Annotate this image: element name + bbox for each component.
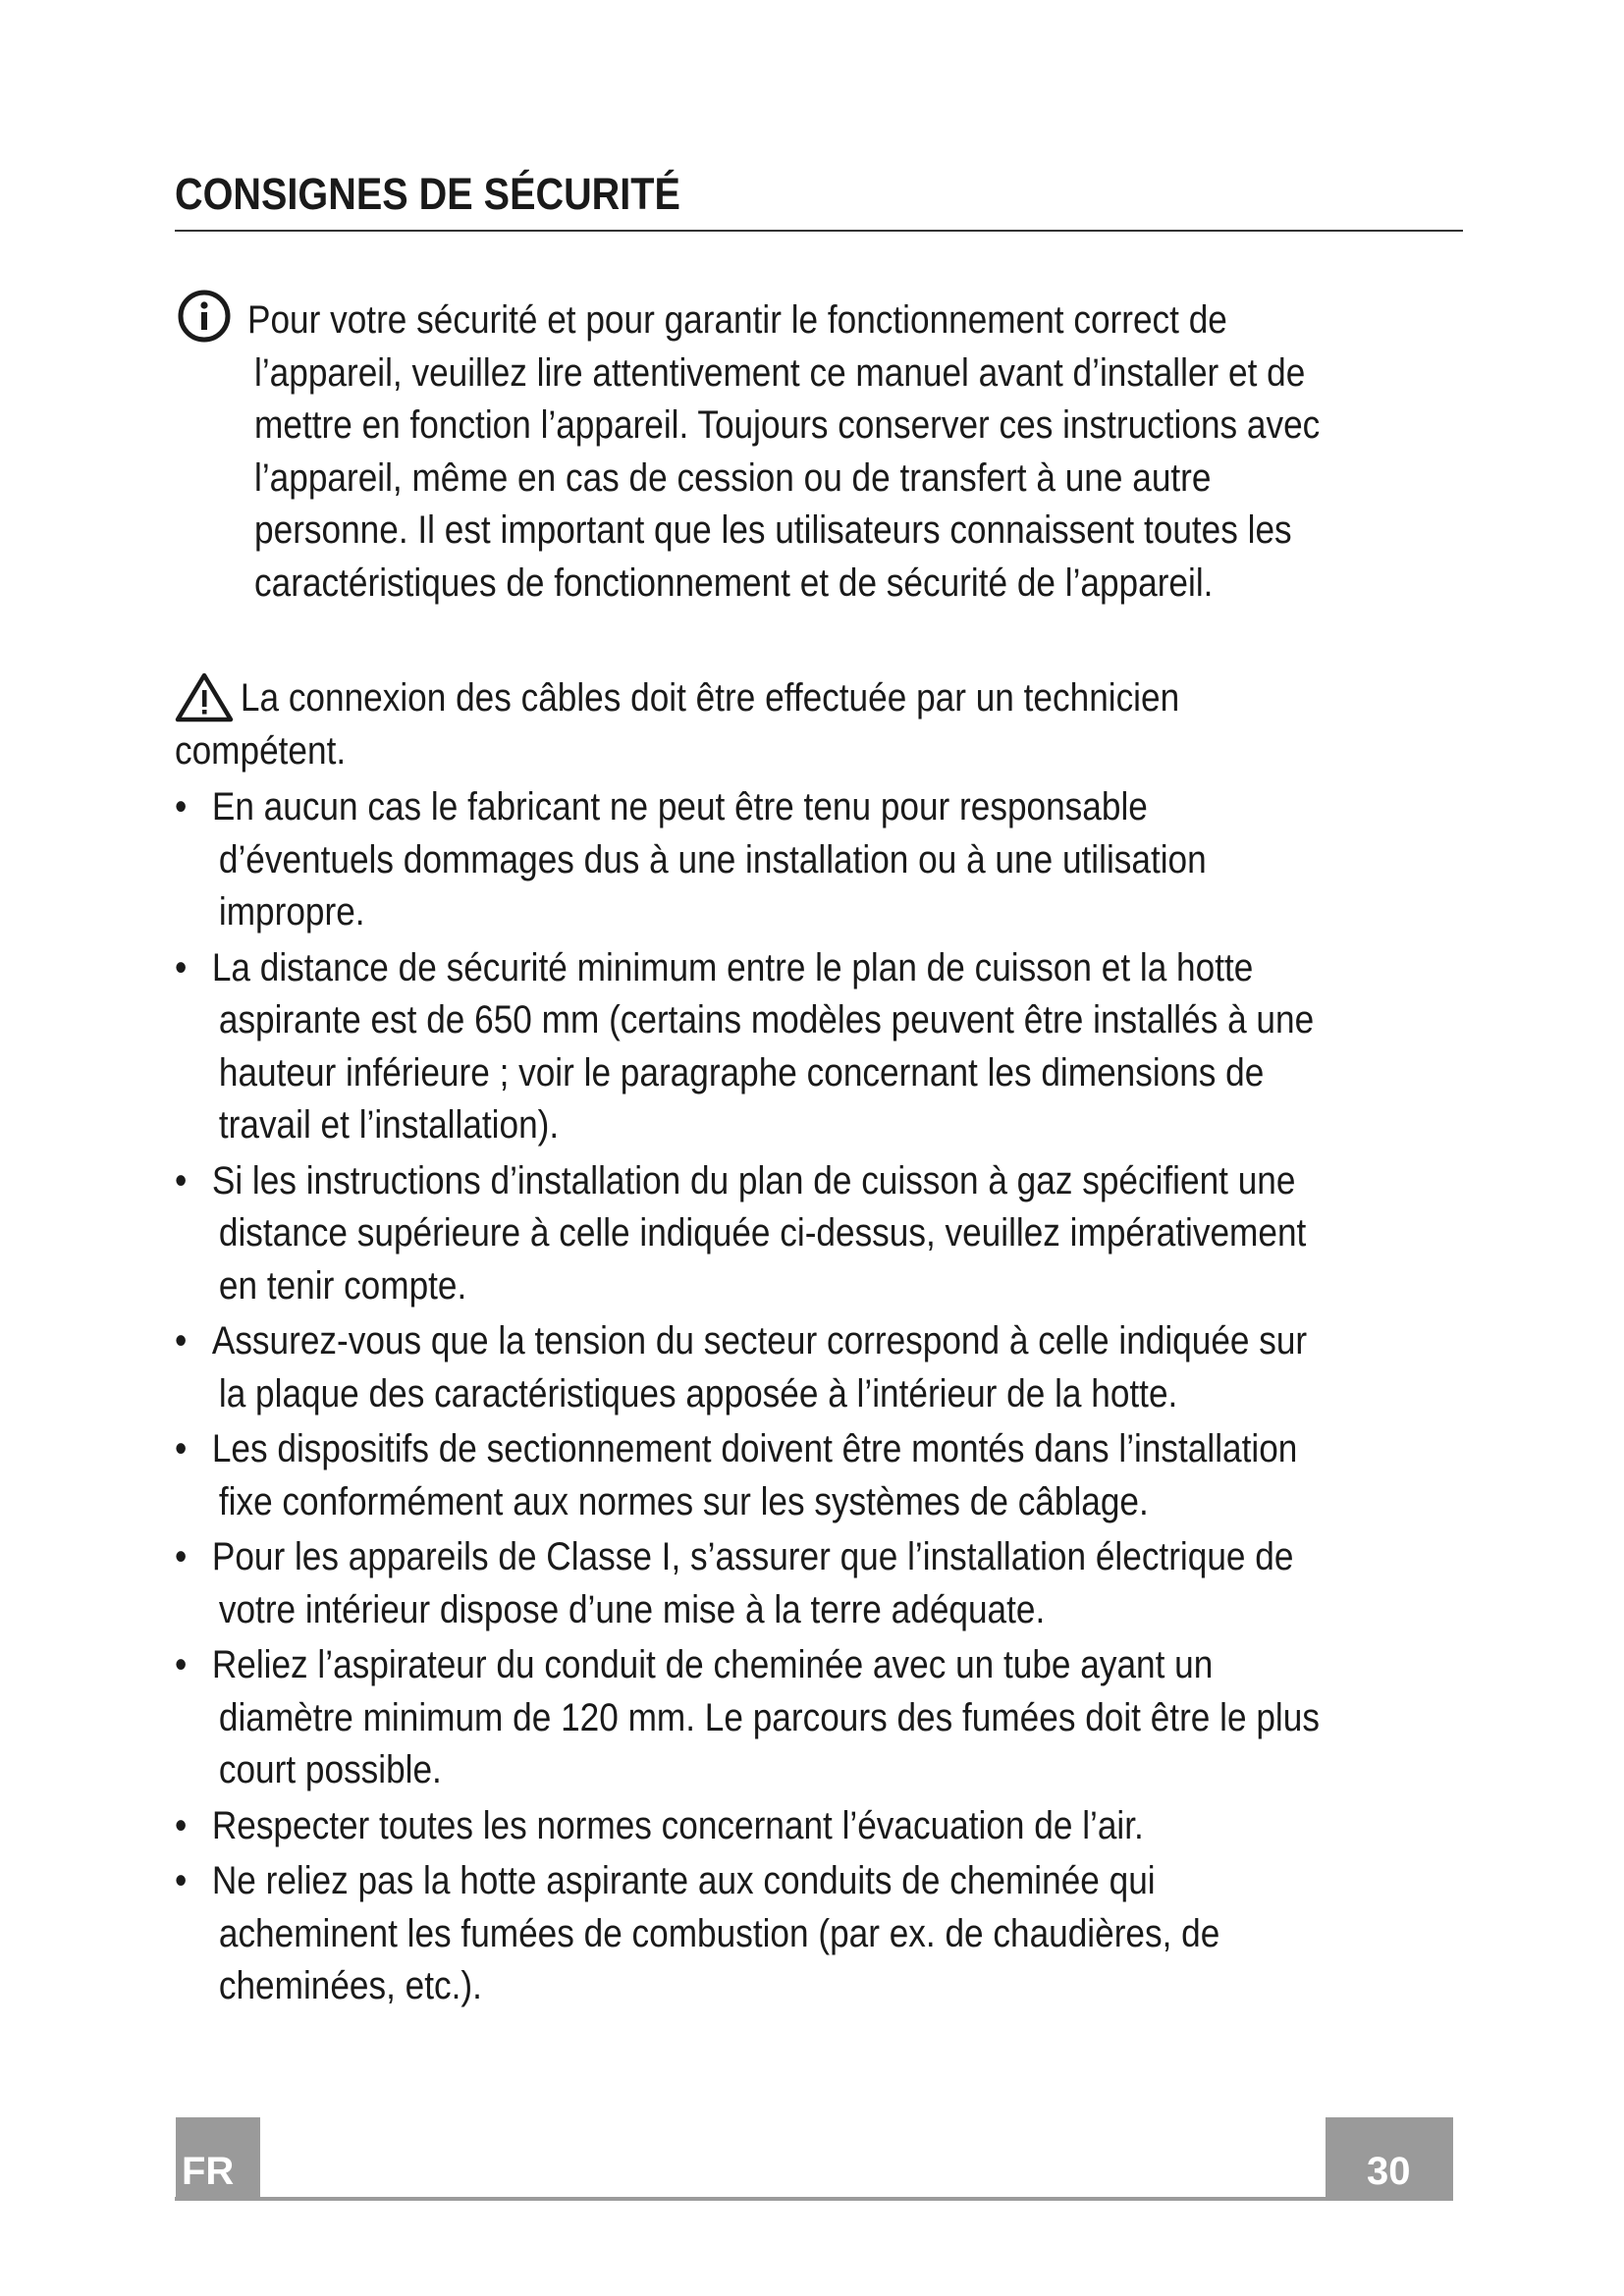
list-item-line: votre intérieur dispose d’une mise à la terre adéquate. — [218, 1587, 1046, 1631]
bullet-icon: • — [175, 1643, 188, 1686]
list-item-line: La distance de sécurité minimum entre le plan de cuisson et la hotte — [211, 945, 1254, 989]
list-item — [175, 1315, 1471, 1420]
list-item-line: distance supérieure à celle indiquée ci-dessus, veuillez impérativement — [218, 1211, 1307, 1255]
warning-line: La connexion des câbles doit être effectuée par un technicien — [240, 676, 1180, 720]
title-underline — [175, 230, 1463, 232]
list-item-line: Respecter toutes les normes concernant l’évacuation de l’air. — [211, 1803, 1144, 1847]
list-item-line: court possible. — [218, 1748, 442, 1791]
info-icon — [175, 287, 234, 346]
intro-line: mettre en fonction l’appareil. Toujours conserver ces instructions avec — [254, 403, 1321, 447]
bullet-icon: • — [175, 945, 188, 989]
footer-rule — [175, 2197, 1453, 2201]
language-label: FR — [182, 2150, 235, 2193]
list-item-line: la plaque des caractéristiques apposée à l’intérieur de la hotte. — [218, 1371, 1178, 1415]
list-item-line: Reliez l’aspirateur du conduit de cheminée avec un tube ayant un — [211, 1643, 1214, 1686]
list-item — [175, 1639, 1471, 1797]
safety-bullet-list — [175, 781, 1471, 2016]
intro-line: personne. Il est important que les utilisateurs connaissent toutes les — [254, 508, 1292, 552]
intro-line: l’appareil, veuillez lire attentivement ce manuel avant d’installer et de — [254, 350, 1306, 395]
intro-line: caractéristiques de fonctionnement et de sécurité de l’appareil. — [254, 561, 1214, 605]
bullet-icon: • — [175, 1535, 188, 1578]
intro-line: Pour votre sécurité et pour garantir le fonctionnement correct de — [247, 298, 1227, 342]
bullet-icon: • — [175, 785, 188, 828]
bullet-icon: • — [175, 1803, 188, 1847]
list-item — [175, 1855, 1471, 2013]
list-item — [175, 942, 1471, 1152]
list-item-line: cheminées, etc.). — [218, 1964, 482, 2007]
bullet-icon: • — [175, 1158, 188, 1202]
list-item — [175, 1800, 1471, 1853]
warning-paragraph — [175, 672, 1298, 777]
page-title: CONSIGNES DE SÉCURITÉ — [175, 169, 680, 219]
list-item-line: Les dispositifs de sectionnement doivent être montés dans l’installation — [211, 1427, 1298, 1470]
list-item-line: impropre. — [218, 890, 365, 934]
list-item-line: acheminent les fumées de combustion (par ex. de chaudières, de — [218, 1911, 1220, 1955]
bullet-icon: • — [175, 1319, 188, 1362]
warning-line: compétent. — [175, 728, 347, 773]
list-item-line: Assurez-vous que la tension du secteur correspond à celle indiquée sur — [211, 1319, 1308, 1362]
intro-line: l’appareil, même en cas de cession ou de transfert à une autre — [254, 455, 1212, 500]
list-item-line: aspirante est de 650 mm (certains modèles peuvent être installés à une — [218, 998, 1315, 1041]
list-item — [175, 1423, 1471, 1528]
page-number-badge — [1326, 2117, 1453, 2201]
safety-intro-paragraph — [247, 294, 1371, 610]
list-item-line: En aucun cas le fabricant ne peut être tenu pour responsable — [211, 785, 1148, 828]
page-number: 30 — [1367, 2150, 1411, 2193]
list-item-line: d’éventuels dommages dus à une installation ou à une utilisation — [218, 837, 1207, 881]
bullet-icon: • — [175, 1859, 188, 1902]
list-item — [175, 1155, 1471, 1313]
list-item — [175, 781, 1471, 939]
list-item-line: diamètre minimum de 120 mm. Le parcours des fumées doit être le plus — [218, 1695, 1320, 1739]
language-badge — [176, 2117, 260, 2201]
bullet-icon: • — [175, 1427, 188, 1470]
list-item-line: Ne reliez pas la hotte aspirante aux conduits de cheminée qui — [211, 1859, 1156, 1902]
list-item-line: fixe conformément aux normes sur les systèmes de câblage. — [218, 1479, 1149, 1523]
list-item — [175, 1531, 1471, 1636]
list-item-line: hauteur inférieure ; voir le paragraphe concernant les dimensions de — [218, 1050, 1265, 1095]
list-item-line: en tenir compte. — [218, 1263, 467, 1308]
list-item-line: Pour les appareils de Classe I, s’assurer que l’installation électrique de — [211, 1535, 1294, 1578]
list-item-line: travail et l’installation). — [218, 1103, 560, 1147]
list-item-line: Si les instructions d’installation du plan de cuisson à gaz spécifient une — [211, 1158, 1296, 1202]
